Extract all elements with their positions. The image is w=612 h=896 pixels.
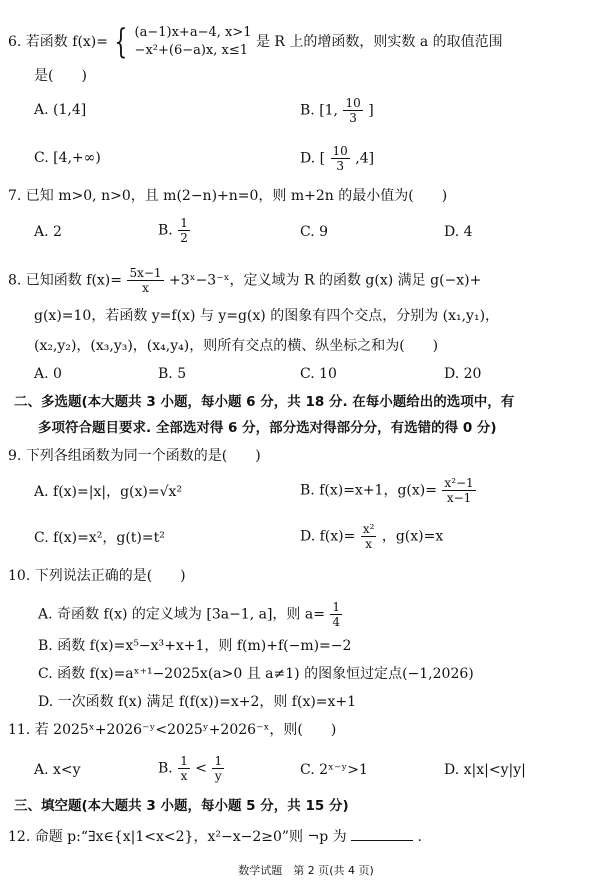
q8-frac-den: x [142, 281, 149, 295]
q9-option-d-pre: D. f(x)= [300, 528, 356, 545]
q11-option-b-den2: y [214, 769, 222, 783]
section2-heading-line2: 多项符合题目要求. 全部选对得 6 分，部分选对得部分分，有选错的得 0 分) [38, 420, 497, 436]
q6-option-a[interactable]: A. (1,4] [34, 102, 87, 118]
q8-option-a[interactable]: A. 0 [34, 366, 62, 382]
q6-option-d[interactable] [300, 144, 374, 173]
q10-option-a-pre: A. 奇函数 f(x) 的定义域为 [3a−1, a]，则 a= [38, 606, 325, 623]
q9-option-b-den: x−1 [446, 491, 472, 505]
q11-option-c[interactable]: C. 2ˣ⁻ʸ>1 [300, 762, 368, 778]
section3-heading: 三、填空题(本大题共 3 小题，每小题 5 分，共 15 分) [14, 798, 349, 814]
q6-option-b-post: ] [368, 102, 374, 119]
q12-stem [8, 826, 422, 847]
q6-stem-prefix: 6. 若函数 f(x)= [8, 34, 108, 50]
q11-option-b-frac1 [178, 754, 190, 783]
q8-stem-pre: 8. 已知函数 f(x)= [8, 272, 122, 289]
q9-option-d-den: x [365, 537, 372, 551]
q11-option-b-pre: B. [158, 760, 173, 777]
q11-option-b-den1: x [180, 769, 188, 783]
q6-stem [8, 24, 503, 60]
q9-option-b-num: x²−1 [444, 476, 474, 490]
q6-stem-suffix: 是 R 上的增函数，则实数 a 的取值范围 [255, 34, 503, 50]
q12-stem-pre: 12. 命题 p:“∃x∈{x|1<x<2}，x²−x−2≥0”则 ¬p 为 [8, 829, 347, 845]
q6-piecewise-brace: { [114, 22, 128, 62]
q9-option-b-pre: B. f(x)=x+1，g(x)= [300, 482, 437, 499]
q8-option-c[interactable]: C. 10 [300, 366, 337, 382]
q11-option-a[interactable]: A. x<y [34, 762, 81, 778]
q12-answer-blank[interactable] [351, 826, 413, 841]
q8-line2: g(x)=10，若函数 y=f(x) 与 y=g(x) 的图象有四个交点，分别为 (x₁,y₁)， [34, 308, 500, 324]
q9-option-d-frac [361, 522, 377, 551]
q7-option-c[interactable]: C. 9 [300, 224, 329, 240]
q6-option-b-frac [343, 96, 362, 125]
q6-option-c[interactable]: C. [4,+∞) [34, 150, 101, 166]
q7-stem: 7. 已知 m>0, n>0，且 m(2−n)+n=0，则 m+2n 的最小值为( ) [8, 188, 448, 204]
q10-option-b[interactable]: B. 函数 f(x)=x⁵−x³+x+1，则 f(m)+f(−m)=−2 [38, 638, 352, 654]
q11-stem: 11. 若 2025ˣ+2026⁻ʸ<2025ʸ+2026⁻ˣ，则( ) [8, 722, 337, 738]
q10-stem: 10. 下列说法正确的是( ) [8, 568, 186, 584]
q10-option-a-den: 4 [332, 615, 341, 629]
q6-piecewise-cases [135, 24, 252, 60]
q7-option-b[interactable] [158, 216, 191, 245]
q7-option-b-pre: B. [158, 222, 173, 239]
section2-heading-line1: 二、多选题(本大题共 3 小题，每小题 6 分，共 18 分. 在每小题给出的选项中，有 [14, 394, 515, 410]
q10-option-d[interactable]: D. 一次函数 f(x) 满足 f(f(x))=x+2，则 f(x)=x+1 [38, 694, 357, 710]
q10-option-a[interactable] [38, 600, 343, 629]
q11-option-b[interactable] [158, 754, 225, 783]
q7-option-d[interactable]: D. 4 [444, 224, 473, 240]
q9-option-c[interactable]: C. f(x)=x²，g(t)=t² [34, 530, 165, 546]
q6-option-b-pre: B. [1, [300, 102, 339, 119]
q11-option-d[interactable]: D. x|x|<y|y| [444, 762, 526, 778]
q11-option-b-frac2 [212, 754, 224, 783]
q11-option-b-num2: 1 [214, 754, 223, 768]
q10-option-c[interactable]: C. 函数 f(x)=aˣ⁺¹−2025x(a>0 且 a≠1) 的图象恒过定点(−1,2026) [38, 666, 474, 682]
q10-option-a-num: 1 [332, 600, 341, 614]
q6-option-d-post: ,4] [355, 150, 375, 167]
q9-option-b[interactable] [300, 476, 477, 505]
q9-option-d-num: x² [362, 522, 375, 536]
q6-option-d-pre: D. [ [300, 150, 326, 167]
q8-line1 [8, 266, 481, 295]
q10-option-a-frac [330, 600, 342, 629]
q11-option-b-num1: 1 [180, 754, 188, 768]
q8-option-d[interactable]: D. 20 [444, 366, 482, 382]
q8-option-b[interactable]: B. 5 [158, 366, 187, 382]
q8-line3: (x₂,y₂)，(x₃,y₃)，(x₄,y₄)，则所有交点的横、纵坐标之和为( ) [34, 338, 439, 354]
q7-option-b-num: 1 [180, 216, 188, 230]
q12-stem-post: . [417, 829, 422, 845]
q6-option-b[interactable] [300, 96, 374, 125]
q7-option-b-den: 2 [180, 231, 188, 245]
q11-option-b-mid: < [195, 760, 208, 777]
q6-option-b-den: 3 [349, 111, 357, 125]
q6-case2: −x²+(6−a)x, x≤1 [134, 43, 249, 58]
q6-option-d-frac [331, 144, 350, 173]
q9-stem: 9. 下列各组函数为同一个函数的是( ) [8, 448, 261, 464]
q6-case1: (a−1)x+a−4, x>1 [134, 25, 252, 40]
q6-option-b-num: 10 [345, 96, 361, 110]
q7-option-a[interactable]: A. 2 [34, 224, 62, 240]
q9-option-d-post: ，g(x)=x [381, 528, 444, 545]
q7-option-b-frac [178, 216, 190, 245]
q9-option-a[interactable]: A. f(x)=|x|，g(x)=√x² [34, 484, 183, 500]
q8-stem-post: +3ˣ−3⁻ˣ，定义域为 R 的函数 g(x) 满足 g(−x)+ [169, 272, 482, 289]
q9-option-b-frac [442, 476, 475, 505]
q8-frac-num: 5x−1 [129, 266, 162, 280]
q9-option-d[interactable] [300, 522, 443, 551]
page-footer: 数学试题 第 2 页(共 4 页) [238, 864, 374, 877]
q6-stem-cont: 是( ) [34, 68, 87, 84]
q6-option-d-den: 3 [336, 159, 344, 173]
q6-option-d-num: 10 [332, 144, 348, 158]
q8-frac [127, 266, 163, 295]
